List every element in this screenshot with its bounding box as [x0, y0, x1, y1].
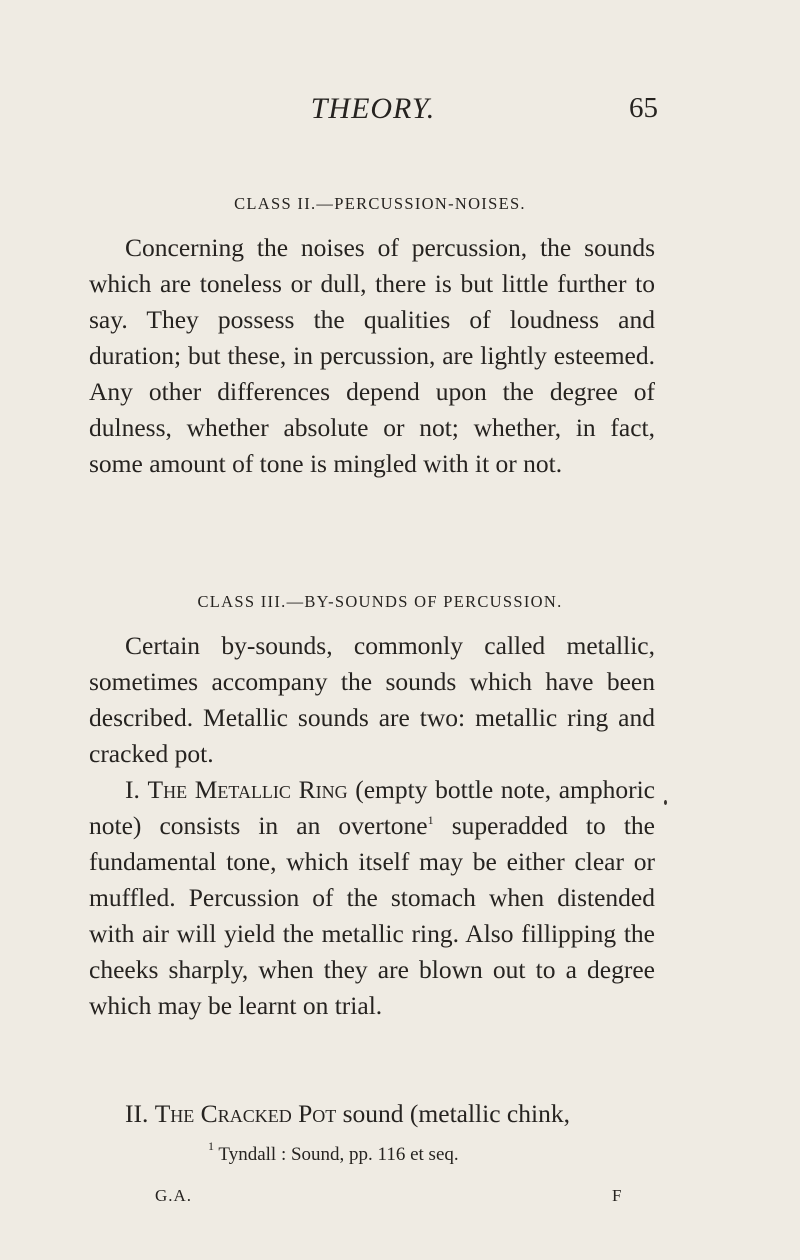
footnote-text: Tyndall : Sound, pp. 116 et seq. — [218, 1144, 459, 1165]
running-title: THEORY. — [310, 92, 436, 125]
item-2-number: II. — [125, 1099, 149, 1128]
metallic-ring-paragraph — [89, 772, 655, 1024]
footnote — [208, 1139, 459, 1166]
footnote-marker: 1 — [208, 1139, 214, 1153]
page-number: 65 — [629, 92, 658, 124]
running-head — [88, 92, 658, 132]
item-2-text: sound (metallic chink, — [342, 1099, 570, 1128]
ink-speck — [664, 800, 667, 805]
class-2-paragraph: Concerning the noises of percussion, the sounds which are toneless or dull, there is but little further to say. They possess the qualities of loudness and duration; but these, in percussion, are lightly esteemed. Any other differences depend upon the degree of dulness, whether absolute or not; whether, in fact, some amount of tone is mingled with it or not. — [89, 233, 655, 478]
class-2-heading: CLASS II.—PERCUSSION-NOISES. — [234, 194, 526, 213]
sheet-mark: F — [612, 1186, 622, 1205]
item-1-number: I. — [125, 775, 140, 804]
class-3-heading: CLASS III.—BY-SOUNDS OF PERCUSSION. — [197, 592, 563, 611]
signature-mark: G.A. — [155, 1186, 193, 1205]
item-1-title: The Metallic Ring — [147, 775, 348, 804]
cracked-pot-paragraph — [89, 1096, 655, 1132]
item-1-text-before: (empty bottle note, amphoric note) consists in an overtone — [89, 775, 655, 840]
footnote-reference: 1 — [427, 813, 434, 827]
item-1-text-after: superadded to the fundamental tone, which itself may be either clear or muffled. Percussion of the stomach when distended with air will yield the metallic ring. Also fillipping the cheeks sharply, when they are blown out to a degree which may be learnt on trial. — [89, 811, 656, 1020]
item-2-title: The Cracked Pot — [154, 1099, 337, 1128]
class-3-paragraph: Certain by-sounds, commonly called metallic, sometimes accompany the sounds which have been described. Metallic sounds are two: metallic ring and cracked pot. — [89, 631, 655, 768]
